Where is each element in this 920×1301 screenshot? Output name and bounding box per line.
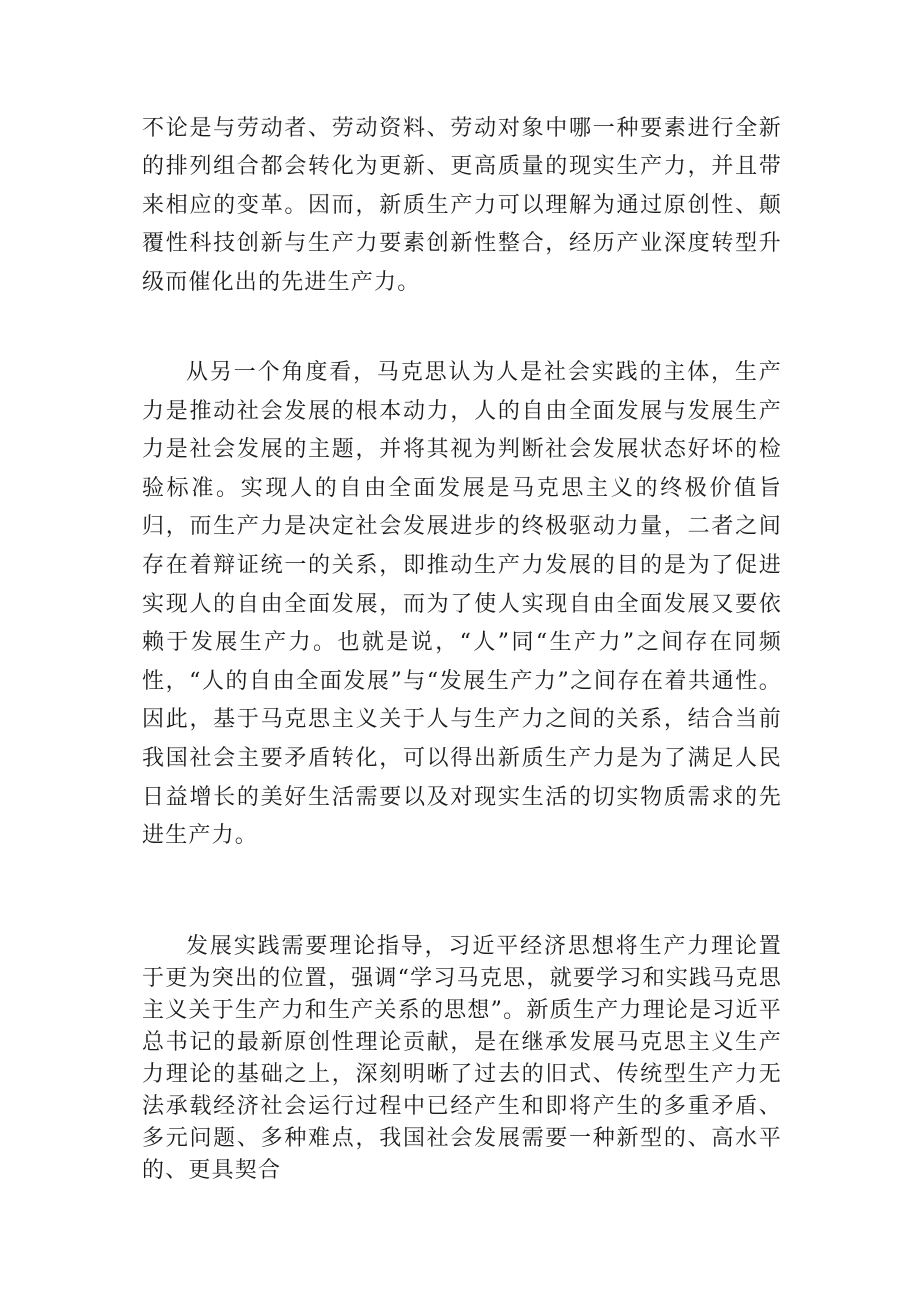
paragraph-xi-economic-thought: 发展实践需要理论指导，习近平经济思想将生产力理论置于更为突出的位置，强调“学习马克思，就要学习和实践马克思主义关于生产力和生产关系的思想”。新质生产力理论是习近平总书记的最新原创性理论贡献，是在继承发展马克思主义生产力理论的基础之上，深刻明晰了过去的旧式、传统型生产力无法承载经济社会运行过程中已经产生和即将产生的多重矛盾、多元问题、多种难点，我国社会发展需要一种新型的、高水平的、更具契合 [142, 934, 782, 1183]
paragraph-marx-human-productivity: 从另一个角度看，马克思认为人是社会实践的主体，生产力是推动社会发展的根本动力，人的自由全面发展与发展生产力是社会发展的主题，并将其视为判断社会发展状态好坏的检验标准。实现人的自由全面发展是马克思主义的终极价值旨归，而生产力是决定社会发展进步的终极驱动力量，二者之间存在着辩证统一的关系，即推动生产力发展的目的是为了促进实现人的自由全面发展，而为了使人实现自由全面发展又要依赖于发展生产力。也就是说，“人”同“生产力”之间存在同频性，“人的自由全面发展”与“发展生产力”之间存在着共通性。因此，基于马克思主义关于人与生产力之间的关系，结合当前我国社会主要矛盾转化，可以得出新质生产力是为了满足人民日益增长的美好生活需要以及对现实生活的切实物质需求的先进生产力。 [142, 360, 782, 849]
paragraph-continuation: 不论是与劳动者、劳动资料、劳动对象中哪一种要素进行全新的排列组合都会转化为更新、更高质量的现实生产力，并且带来相应的变革。因而，新质生产力可以理解为通过原创性、颠覆性科技创新与生产力要素创新性整合，经历产业深度转型升级而催化出的先进生产力。 [142, 116, 782, 295]
